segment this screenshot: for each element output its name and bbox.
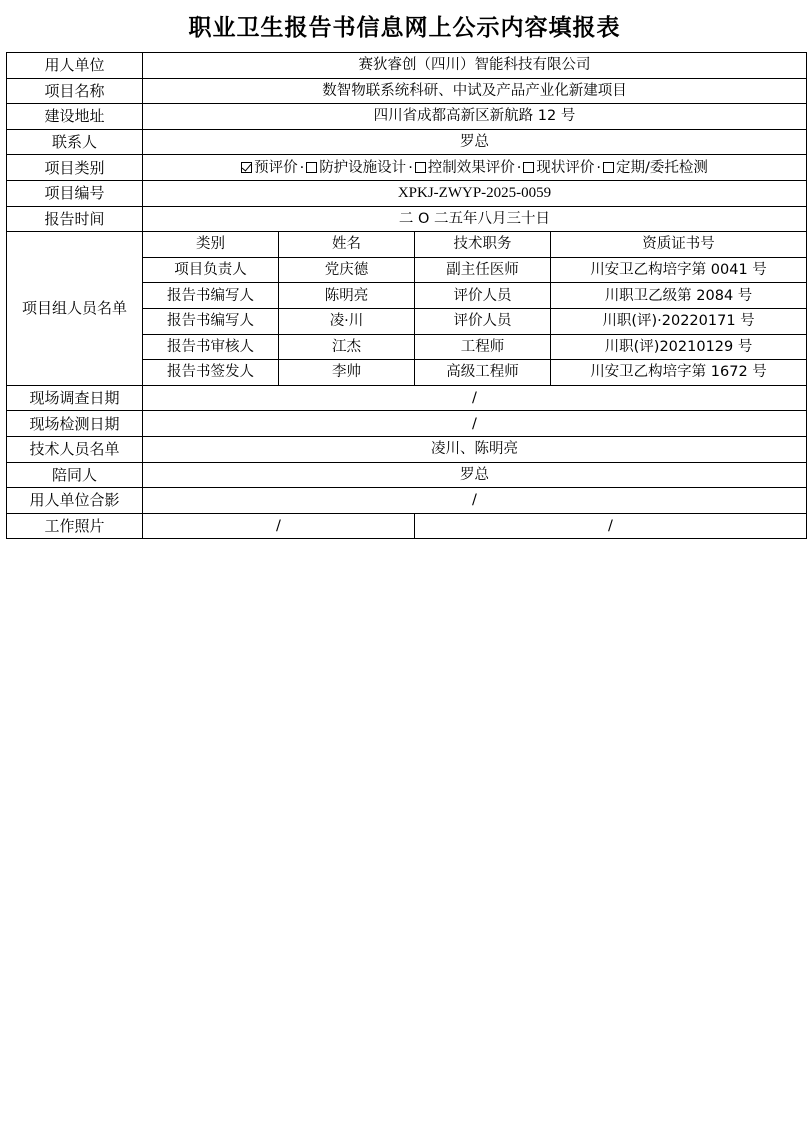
member-role: 项目负责人 bbox=[143, 257, 279, 283]
label-contact: 联系人 bbox=[7, 129, 143, 155]
option-separator: · bbox=[516, 159, 522, 176]
label-report-date: 报告时间 bbox=[7, 206, 143, 232]
member-cert: 川职(评)20210129 号 bbox=[551, 334, 807, 360]
label-companion: 陪同人 bbox=[7, 462, 143, 488]
option-separator: · bbox=[299, 159, 305, 176]
checkbox-icon bbox=[523, 162, 534, 173]
team-header-role: 类别 bbox=[143, 232, 279, 258]
disclosure-form-table bbox=[6, 52, 807, 539]
member-title: 副主任医师 bbox=[415, 257, 551, 283]
member-role: 报告书编写人 bbox=[143, 283, 279, 309]
label-tech-staff: 技术人员名单 bbox=[7, 436, 143, 462]
option-label: 预评价 bbox=[254, 159, 298, 176]
member-role: 报告书签发人 bbox=[143, 360, 279, 386]
label-address: 建设地址 bbox=[7, 104, 143, 130]
row-project-no bbox=[7, 180, 807, 206]
team-header-cert: 资质证书号 bbox=[551, 232, 807, 258]
row-employer bbox=[7, 53, 807, 79]
option-label: 定期/委托检测 bbox=[616, 159, 708, 176]
row-group-photo bbox=[7, 488, 807, 514]
option-label: 控制效果评价 bbox=[427, 159, 515, 176]
member-title: 工程师 bbox=[415, 334, 551, 360]
member-cert: 川安卫乙构培字第 1672 号 bbox=[551, 360, 807, 386]
checkbox-icon bbox=[603, 162, 614, 173]
member-cert: 川职(评)·20220171 号 bbox=[551, 308, 807, 334]
member-name: 江杰 bbox=[279, 334, 415, 360]
checkbox-icon bbox=[415, 162, 426, 173]
checkbox-icon bbox=[241, 162, 252, 173]
checkbox-icon bbox=[306, 162, 317, 173]
row-test-date bbox=[7, 411, 807, 437]
option-control-effect[interactable] bbox=[415, 160, 515, 176]
row-work-photos bbox=[7, 513, 807, 539]
work-photo-right: / bbox=[415, 513, 807, 539]
member-role: 报告书编写人 bbox=[143, 308, 279, 334]
value-report-date: 二 O 二五年八月三十日 bbox=[143, 206, 807, 232]
option-pre-evaluation[interactable] bbox=[241, 160, 298, 176]
group-photo-area: / bbox=[143, 488, 807, 514]
row-address bbox=[7, 104, 807, 130]
member-title: 评价人员 bbox=[415, 308, 551, 334]
member-name: 凌·川 bbox=[279, 308, 415, 334]
value-companion: 罗总 bbox=[143, 462, 807, 488]
member-title: 评价人员 bbox=[415, 283, 551, 309]
label-employer: 用人单位 bbox=[7, 53, 143, 79]
team-header-title: 技术职务 bbox=[415, 232, 551, 258]
value-tech-staff: 凌川、陈明亮 bbox=[143, 436, 807, 462]
label-work-photos: 工作照片 bbox=[7, 513, 143, 539]
option-status-evaluation[interactable] bbox=[523, 160, 594, 176]
project-type-options bbox=[143, 155, 807, 181]
work-photo-left: / bbox=[143, 513, 415, 539]
option-protection-design[interactable] bbox=[306, 160, 406, 176]
label-test-date: 现场检测日期 bbox=[7, 411, 143, 437]
value-address: 四川省成都高新区新航路 12 号 bbox=[143, 104, 807, 130]
label-group-photo: 用人单位合影 bbox=[7, 488, 143, 514]
label-team: 项目组人员名单 bbox=[7, 232, 143, 386]
row-project-name bbox=[7, 78, 807, 104]
member-name: 陈明亮 bbox=[279, 283, 415, 309]
value-project-name: 数智物联系统科研、中试及产品产业化新建项目 bbox=[143, 78, 807, 104]
value-project-no: XPKJ-ZWYP-2025-0059 bbox=[143, 180, 807, 206]
option-separator: · bbox=[596, 159, 602, 176]
team-header-row bbox=[7, 232, 807, 258]
label-project-name: 项目名称 bbox=[7, 78, 143, 104]
team-header-name: 姓名 bbox=[279, 232, 415, 258]
row-tech-staff bbox=[7, 436, 807, 462]
form-title: 职业卫生报告书信息网上公示内容填报表 bbox=[188, 15, 621, 41]
label-survey-date: 现场调查日期 bbox=[7, 385, 143, 411]
member-name: 党庆德 bbox=[279, 257, 415, 283]
row-companion bbox=[7, 462, 807, 488]
member-cert: 川职卫乙级第 2084 号 bbox=[551, 283, 807, 309]
row-project-type bbox=[7, 155, 807, 181]
row-survey-date bbox=[7, 385, 807, 411]
option-separator: · bbox=[408, 159, 413, 176]
row-contact bbox=[7, 129, 807, 155]
value-employer: 赛狄睿创（四川）智能科技有限公司 bbox=[143, 53, 807, 79]
member-title: 高级工程师 bbox=[415, 360, 551, 386]
option-label: 防护设施设计 bbox=[319, 159, 407, 176]
member-cert: 川安卫乙构培字第 0041 号 bbox=[551, 257, 807, 283]
member-name: 李帅 bbox=[279, 360, 415, 386]
value-contact: 罗总 bbox=[143, 129, 807, 155]
option-periodic-detection[interactable] bbox=[603, 160, 708, 176]
member-role: 报告书审核人 bbox=[143, 334, 279, 360]
option-label: 现状评价 bbox=[536, 159, 595, 176]
value-survey-date: / bbox=[143, 385, 807, 411]
value-test-date: / bbox=[143, 411, 807, 437]
label-project-no: 项目编号 bbox=[7, 180, 143, 206]
row-report-date bbox=[7, 206, 807, 232]
label-project-type: 项目类别 bbox=[7, 155, 143, 181]
